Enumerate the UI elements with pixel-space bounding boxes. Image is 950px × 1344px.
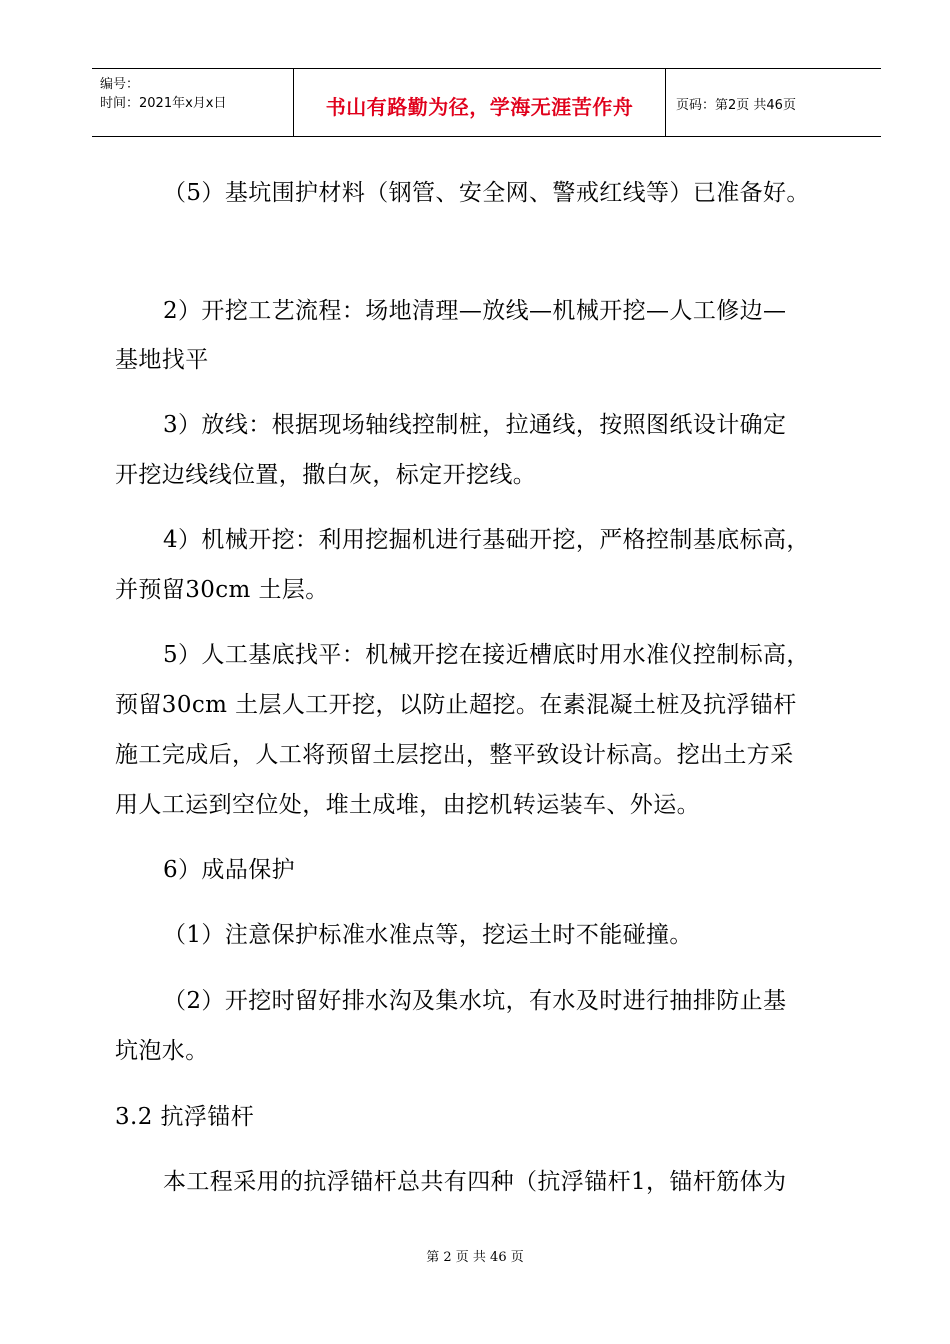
header-page-info: 页码：第2页 共46页 xyxy=(676,98,796,113)
header-motto-cell xyxy=(294,69,666,136)
page-header xyxy=(92,68,881,137)
paragraph-line: 开挖边线线位置，撒白灰，标定开挖线。 xyxy=(115,462,537,488)
paragraph-line: 基地找平 xyxy=(115,347,209,373)
header-info-cell xyxy=(92,69,294,136)
paragraph-line: 用人工运到空位处，堆土成堆，由挖机转运装车、外运。 xyxy=(115,792,700,818)
header-page-cell xyxy=(666,69,881,136)
document-time-label: 时间：2021年x月x日 xyxy=(100,96,227,111)
header-motto: 书山有路勤为径，学海无涯苦作舟 xyxy=(325,95,634,119)
paragraph-line: 本工程采用的抗浮锚杆总共有四种（抗浮锚杆1，锚杆筋体为 xyxy=(163,1169,787,1195)
paragraph-line: 6）成品保护 xyxy=(163,857,296,883)
paragraph-line: 施工完成后，人工将预留土层挖出，整平致设计标高。挖出土方采 xyxy=(115,742,794,768)
paragraph-line: 预留30cm 土层人工开挖，以防止超挖。在素混凝土桩及抗浮锚杆 xyxy=(115,692,797,718)
document-number-label: 编号： xyxy=(100,77,140,92)
paragraph-line: 并预留30cm 土层。 xyxy=(115,577,329,603)
paragraph-line: （5）基坑围护材料（钢管、安全网、警戒红线等）已准备好。 xyxy=(163,180,810,206)
paragraph-line: 坑泡水。 xyxy=(115,1038,209,1064)
paragraph-line: （1）注意保护标准水准点等，挖运土时不能碰撞。 xyxy=(163,922,693,948)
paragraph-line: 2）开挖工艺流程：场地清理—放线—机械开挖—人工修边— xyxy=(163,298,787,324)
paragraph-line: 5）人工基底找平：机械开挖在接近槽底时用水准仪控制标高， xyxy=(163,642,810,668)
page-footer: 第 2 页 共 46 页 xyxy=(426,1250,524,1265)
paragraph-line: 4）机械开挖：利用挖掘机进行基础开挖，严格控制基底标高， xyxy=(163,527,810,553)
paragraph-line: （2）开挖时留好排水沟及集水坑，有水及时进行抽排防止基 xyxy=(163,988,787,1014)
section-heading: 3.2 抗浮锚杆 xyxy=(115,1104,255,1130)
paragraph-line: 3）放线：根据现场轴线控制桩，拉通线，按照图纸设计确定 xyxy=(163,412,787,438)
